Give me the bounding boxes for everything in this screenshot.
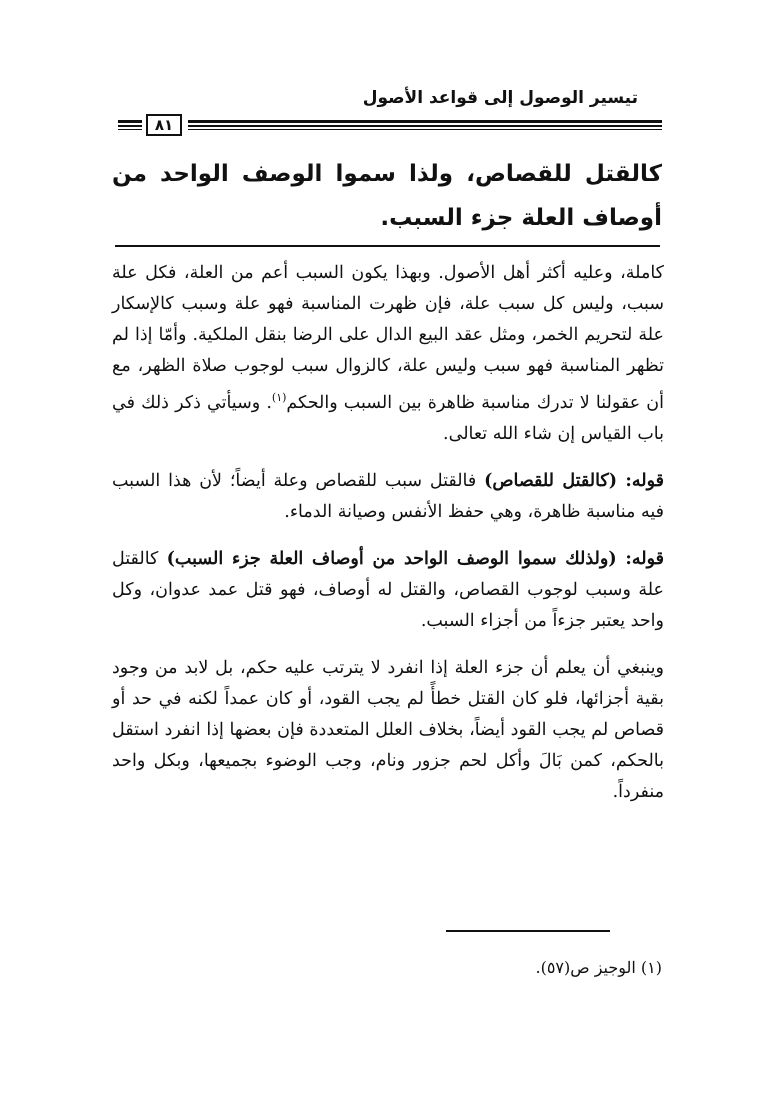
commentary bbox=[112, 258, 664, 824]
commentary-paragraph bbox=[112, 258, 664, 450]
footnote-separator bbox=[446, 930, 610, 932]
commentary-paragraph bbox=[112, 544, 664, 637]
commentary-paragraph bbox=[112, 653, 664, 808]
page-number: ٨١ bbox=[146, 114, 182, 136]
paragraph-text: فالقتل سبب للقصاص وعلة أيضاً؛ لأن هذا السبب فيه مناسبة ظاهرة، وهي حفظ الأنفس وصيانة الدماء. bbox=[112, 470, 664, 522]
header-rule-left bbox=[118, 120, 142, 132]
header-rule-right bbox=[188, 120, 662, 132]
matn-text: كالقتل للقصاص، ولذا سموا الوصف الواحد من أوصاف العلة جزء السبب. bbox=[112, 161, 662, 231]
footnote: (١) الوجيز ص(٥٧). bbox=[535, 958, 662, 977]
quote-lead: قوله: (ولذلك سموا الوصف الواحد من أوصاف العلة جزء السبب) bbox=[166, 548, 664, 569]
matn-separator bbox=[115, 245, 660, 247]
paragraph-text: وينبغي أن يعلم أن جزء العلة إذا انفرد لا يترتب عليه حكم، بل لابد من وجود بقية أجزائها، فلو كان القتل خطأً لم يجب القود، أو كان عمداً لكنه في حد أو قصاص لم يجب القود أيضاً، بخلاف العلل المتعددة فإن بعضها إذا انفرد استقل بالحكم، كمن بَالَ وأكل لحم جزور ونام، وجب الوضوء بجميعها، وبكل واحد منفرداً. bbox=[112, 657, 664, 802]
paragraph-text: . وسيأتي ذكر ذلك في باب القياس إن شاء الله تعالى. bbox=[112, 392, 664, 444]
commentary-paragraph bbox=[112, 466, 664, 528]
header-rule bbox=[118, 114, 662, 138]
footnote-reference: (١) bbox=[271, 391, 287, 404]
quote-lead: قوله: (كالقتل للقصاص) bbox=[484, 470, 664, 491]
running-header-title: تيسير الوصول إلى قواعد الأصول bbox=[362, 88, 638, 108]
paragraph-text: كاملة، وعليه أكثر أهل الأصول. وبهذا يكون السبب أعم من العلة، فكل علة سبب، وليس كل سبب علة، فإن ظهرت المناسبة فهو علة وسبب كالإسكار علة لتحريم الخمر، ومثل عقد البيع الدال على الرضا بنقل الملكية. وأمّا إذا لم تظهر المناسبة فهو سبب وليس علة، كالزوال سبب لوجوب صلاة الظهر، مع أن عقولنا لا تدرك مناسبة ظاهرة بين السبب والحكم bbox=[112, 263, 664, 413]
paragraph-text: كالقتل علة وسبب لوجوب القصاص، والقتل له أوصاف، فهو قتل عمد عدوان، وكل واحد يعتبر جزءاً من أجزاء السبب. bbox=[112, 548, 664, 631]
